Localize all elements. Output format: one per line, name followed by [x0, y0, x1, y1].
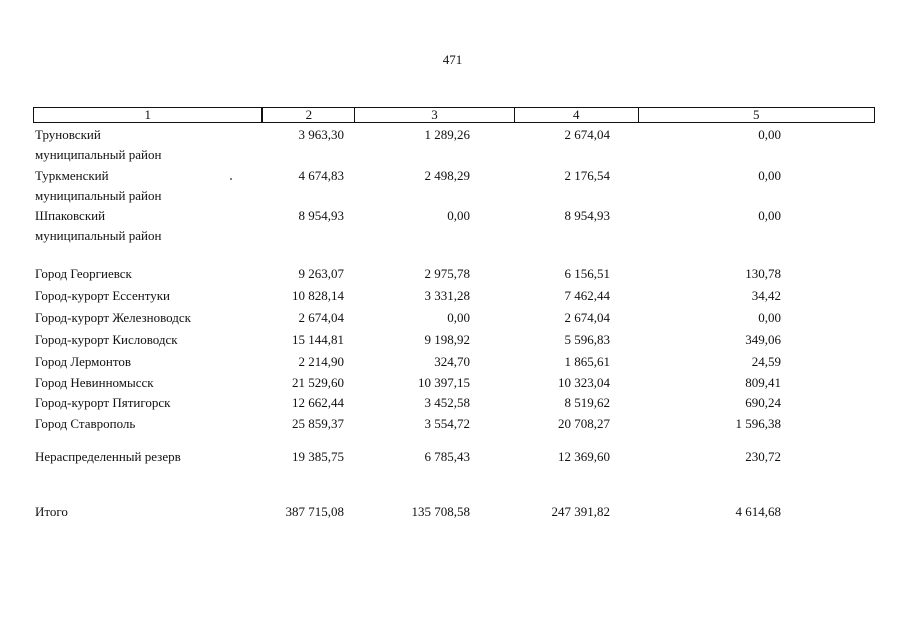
row-col4: 8 954,93	[564, 208, 610, 223]
row-col3: 324,70	[434, 354, 470, 369]
row-col2: 8 954,93	[298, 208, 344, 223]
row-col5: 690,24	[745, 395, 781, 410]
page-number: 471	[442, 52, 463, 67]
row-col3: 135 708,58	[411, 504, 470, 519]
row-col3: 1 289,26	[424, 127, 470, 142]
header-cell-3: 3	[355, 108, 515, 122]
row-col5: 0,00	[758, 310, 781, 325]
row-col4: 20 708,27	[558, 416, 610, 431]
row-col4: 2 176,54	[564, 168, 610, 183]
table-header	[33, 107, 875, 123]
row-col5: 24,59	[751, 354, 781, 369]
row-name: Город-курорт Ессентуки	[35, 288, 170, 303]
header-cell-1: 1	[34, 108, 263, 122]
row-col4: 2 674,04	[564, 310, 610, 325]
row-col3: 3 331,28	[424, 288, 470, 303]
row-col4: 8 519,62	[564, 395, 610, 410]
row-col4: 2 674,04	[564, 127, 610, 142]
row-col2: 3 963,30	[298, 127, 344, 142]
row-name: Туркменский муниципальный район	[35, 168, 162, 203]
header-cell-4: 4	[515, 108, 639, 122]
row-name: Труновский муниципальный район	[35, 127, 162, 162]
row-col2: 15 144,81	[292, 332, 344, 347]
header-cell-5: 5	[753, 107, 760, 122]
row-col4: 12 369,60	[558, 449, 610, 464]
row-col5: 349,06	[745, 332, 781, 347]
row-name: Город Невинномысск	[35, 375, 154, 390]
row-col2: 21 529,60	[292, 375, 344, 390]
row-col3: 0,00	[447, 208, 470, 223]
row-name: Город-курорт Пятигорск	[35, 395, 171, 410]
row-col2: 10 828,14	[292, 288, 344, 303]
row-col3: 6 785,43	[424, 449, 470, 464]
row-name: Город-курорт Кисловодск	[35, 332, 178, 347]
row-col4: 6 156,51	[564, 266, 610, 281]
row-col5: 0,00	[758, 208, 781, 223]
row-col2: 4 674,83	[298, 168, 344, 183]
row-col4: 1 865,61	[564, 354, 610, 369]
row-col5: 1 596,38	[735, 416, 781, 431]
row-col2: 2 674,04	[298, 310, 344, 325]
row-name: Итого	[35, 504, 68, 519]
header-cell-2: 2	[263, 108, 355, 122]
row-col5: 230,72	[745, 449, 781, 464]
row-col3: 10 397,15	[418, 375, 470, 390]
row-col5: 809,41	[745, 375, 781, 390]
row-col5: 0,00	[758, 127, 781, 142]
row-col3: 2 498,29	[424, 168, 470, 183]
row-col3: 3 554,72	[424, 416, 470, 431]
row-col2: 19 385,75	[292, 449, 344, 464]
row-name: Город Георгиевск	[35, 266, 132, 281]
row-col4: 7 462,44	[564, 288, 610, 303]
row-col2: 12 662,44	[292, 395, 344, 410]
row-col2: 9 263,07	[298, 266, 344, 281]
row-col5: 130,78	[745, 266, 781, 281]
row-name: Город Ставрополь	[35, 416, 136, 431]
row-col5: 34,42	[751, 288, 781, 303]
row-col2: 25 859,37	[292, 416, 344, 431]
row-name: Город Лермонтов	[35, 354, 131, 369]
row-name: Нераспределенный резерв	[35, 449, 181, 464]
row-col5: 4 614,68	[735, 504, 781, 519]
row-col3: 0,00	[447, 310, 470, 325]
row-col3: 9 198,92	[424, 332, 470, 347]
row-col2: 387 715,08	[285, 504, 344, 519]
row-name: Город-курорт Железноводск	[35, 310, 191, 325]
row-col4: 247 391,82	[551, 504, 610, 519]
row-col2: 2 214,90	[298, 354, 344, 369]
row-col4: 5 596,83	[564, 332, 610, 347]
row-name: Шпаковский муниципальный район	[35, 208, 162, 243]
row-col4: 10 323,04	[558, 375, 610, 390]
row-col5: 0,00	[758, 168, 781, 183]
row-col3: 2 975,78	[424, 266, 470, 281]
row-col3: 3 452,58	[424, 395, 470, 410]
